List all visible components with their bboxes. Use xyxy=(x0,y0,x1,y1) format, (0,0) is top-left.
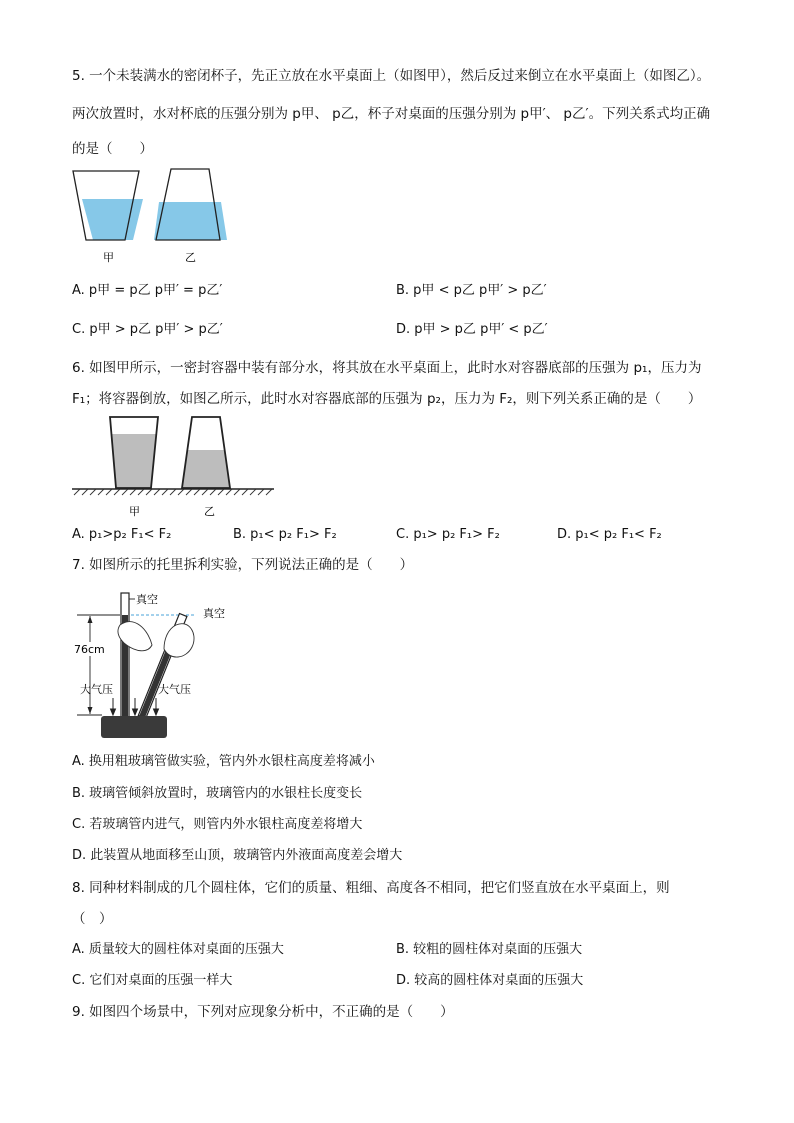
q6-fig-label-yi: 乙 xyxy=(204,505,215,518)
right-hand xyxy=(164,624,194,657)
q6-fig-label-jia: 甲 xyxy=(129,505,140,518)
q8-option-d[interactable]: D. 较高的圆柱体对桌面的压强大 xyxy=(396,973,584,988)
q5-cups-figure xyxy=(70,165,230,275)
q6-option-c[interactable]: C. p₁> p₂ F₁> F₂ xyxy=(396,527,500,542)
q8-stem-line1: 8. 同种材料制成的几个圆柱体，它们的质量、粗细、高度各不相同，把它们竖直放在水平桌面上，则 xyxy=(72,880,670,896)
q8-option-b[interactable]: B. 较粗的圆柱体对桌面的压强大 xyxy=(396,942,583,957)
q5-stem-line1: 5. 一个未装满水的密闭杯子，先正立放在水平桌面上（如图甲），然后反过来倒立在水平桌面上（如图乙）。 xyxy=(72,68,711,84)
q8-stem-line2: （ ） xyxy=(72,911,113,927)
q7-vacuum-label-left: 真空 xyxy=(136,593,158,606)
q5-option-d[interactable]: D. p甲 > p乙 p甲′ < p乙′ xyxy=(396,322,548,337)
q5-fig-label-yi: 乙 xyxy=(185,251,196,264)
q5-option-c[interactable]: C. p甲 > p乙 p甲′ > p乙′ xyxy=(72,322,223,337)
q7-stem-line1: 7. 如图所示的托里拆利实验，下列说法正确的是（ ） xyxy=(72,557,414,573)
q9-stem-line1: 9. 如图四个场景中，下列对应现象分析中，不正确的是（ ） xyxy=(72,1004,454,1020)
q5-fig-label-jia: 甲 xyxy=(103,251,114,264)
q7-option-a[interactable]: A. 换用粗玻璃管做实验，管内外水银柱高度差将减小 xyxy=(72,754,375,769)
mercury-dish xyxy=(101,716,167,738)
q5-stem-line2: 两次放置时，水对杯底的压强分别为 p甲、 p乙，杯子对桌面的压强分别为 p甲′、 p乙′。下列关系式均正确 xyxy=(72,106,711,122)
q6-option-d[interactable]: D. p₁< p₂ F₁< F₂ xyxy=(557,527,662,542)
water-jia xyxy=(112,434,157,488)
q8-option-c[interactable]: C. 它们对桌面的压强一样大 xyxy=(72,973,233,988)
q5-option-b[interactable]: B. p甲 < p乙 p甲′ > p乙′ xyxy=(396,283,547,298)
q6-containers-figure xyxy=(72,412,282,522)
q6-stem-line2: F₁；将容器倒放，如图乙所示，此时水对容器底部的压强为 p₂，压力为 F₂，则下列关系正确的是（ ） xyxy=(72,391,702,407)
q7-option-b[interactable]: B. 玻璃管倾斜放置时，玻璃管内的水银柱长度变长 xyxy=(72,786,363,801)
q5-option-a[interactable]: A. p甲 = p乙 p甲′ = p乙′ xyxy=(72,283,223,298)
q7-vacuum-label-right: 真空 xyxy=(203,607,225,620)
q7-atm-label-right: 大气压 xyxy=(158,683,191,696)
q7-torricelli-figure xyxy=(72,585,242,740)
q6-option-a[interactable]: A. p₁>p₂ F₁< F₂ xyxy=(72,527,172,542)
ground-hatch xyxy=(74,489,272,495)
q6-option-b[interactable]: B. p₁< p₂ F₁> F₂ xyxy=(233,527,337,542)
q5-stem-line3: 的是（ ） xyxy=(72,141,153,157)
q6-stem-line1: 6. 如图甲所示，一密封容器中装有部分水，将其放在水平桌面上，此时水对容器底部的压强为 p₁，压力为 xyxy=(72,360,702,376)
q7-atm-label-left: 大气压 xyxy=(80,683,113,696)
q7-option-d[interactable]: D. 此装置从地面移至山顶，玻璃管内外液面高度差会增大 xyxy=(72,848,403,863)
water-yi xyxy=(154,202,227,240)
q8-option-a[interactable]: A. 质量较大的圆柱体对桌面的压强大 xyxy=(72,942,284,957)
water-jia xyxy=(82,199,143,240)
water-yi xyxy=(182,450,230,488)
q7-height-label: 76cm xyxy=(74,643,105,656)
q7-option-c[interactable]: C. 若玻璃管内进气，则管内外水银柱高度差将增大 xyxy=(72,817,363,832)
